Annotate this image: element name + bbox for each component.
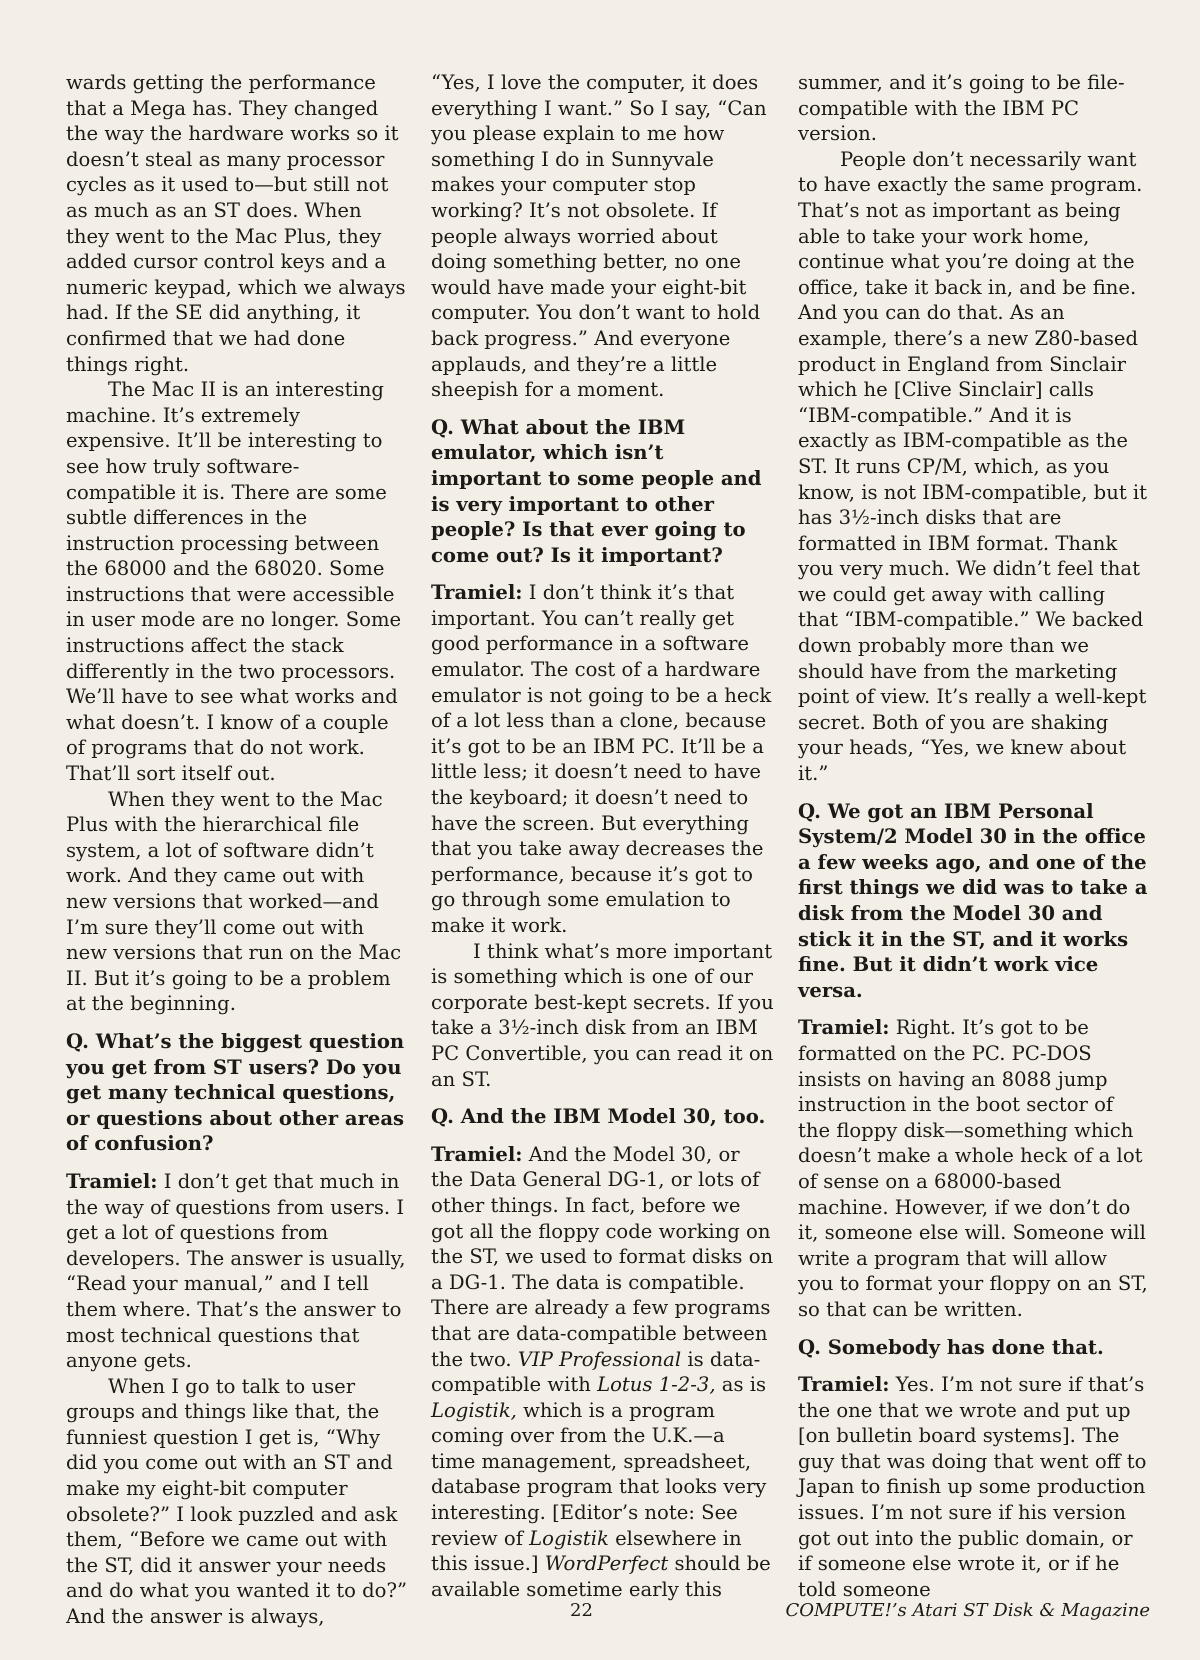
interview-answer [66, 1169, 408, 1374]
paragraph: The Mac II is an interesting machine. It’s extremely expensive. It’ll be interesting to see how truly software-compatible it is. There are some subtle differences in the instruction processing between the 68000 and the 68020. Some instructions that were accessible in user mode are no longer. Some instructions affect the stack differently in the two processors. We’ll have to see what works and what doesn’t. I know of a couple of programs that do not work. That’ll sort itself out. [66, 378, 402, 786]
interview-answer [798, 1015, 1148, 1322]
column-2 [431, 70, 775, 1630]
answer-text: Right. It’s got to be formatted on the PC. PC-DOS insists on having an 8088 jump instruction in the boot sector of the floppy disk—something which doesn’t make a whole heck of a lot of sense on a 68000-based machine. However, if we don’t do it, someone else will. Someone will write a program that will allow you to format your floppy on an ST, so that can be written. [798, 1016, 1148, 1321]
paragraph: When I go to talk to user groups and things like that, the funniest question I get is, “Why did you come out with an ST and make my eight-bit computer obsolete?” I look puzzled and ask them, “Before we came out with the ST, did it answer your needs and do what you wanted it to do?” And the answer is always, [66, 1374, 407, 1629]
speaker-label: Tramiel: [798, 1373, 890, 1397]
answer-text: elsewhere in this issue.] [431, 1526, 742, 1576]
answer-text: as is [715, 1373, 767, 1397]
answer-text: And the Model 30, or the Data General DG-1, or lots of other things. In fact, before we got all the floppy code working on the ST, we used to format disks on a DG-1. The data is compatible. There are already a few programs that are data-compatible between the two. [431, 1142, 774, 1371]
paragraph: “Yes, I love the computer, it does everything I want.” So I say, “Can you please explain to me how something I do in Sunnyvale makes your computer stop working? It’s not obsolete. If people always worried about doing something better, no one would have made your eight-bit computer. You don’t want to hold back progress.” And everyone applauds, and they’re a little sheepish for a moment. [431, 71, 767, 402]
column-1 [66, 70, 408, 1630]
paragraph: wards getting the performance that a Mega has. They changed the way the hardware works so it doesn’t steal as many processor cycles as it used to—but still not as much as an ST does. When they went to the Mac Plus, they added cursor control keys and a numeric keypad, which we always had. If the SE did anything, it confirmed that we had done things right. [66, 71, 406, 376]
page-number: 22 [570, 1600, 593, 1621]
interview-question: Q. What about the IBM emulator, which isn’t important to some people and is very important to other people? Is that ever going to come out? Is it important? [431, 415, 762, 567]
column-3 [798, 70, 1148, 1630]
answer-text: I don’t think it’s that important. You can’t really get good performance in a software emulator. The cost of a hardware emulator is not going to be a heck of a lot less than a clone, because it’s got to be an IBM PC. It’ll be a little less; it doesn’t need to have the keyboard; it doesn’t need to have the screen. But everything that you take away decreases the performance, because it’s got to go through some emulation to make it work. [431, 581, 772, 937]
interview-answer [798, 1372, 1148, 1602]
page-footer [0, 1600, 1200, 1630]
paragraph: summer, and it’s going to be file-compatible with the IBM PC version. [798, 71, 1125, 146]
magazine-title: COMPUTE!’s Atari ST Disk & Magazine [785, 1600, 1150, 1621]
italic-title: Logistik, [431, 1398, 517, 1422]
interview-question: Q. Somebody has done that. [798, 1335, 1104, 1359]
speaker-label: Tramiel: [431, 1142, 523, 1166]
italic-title: WordPerfect [544, 1552, 669, 1576]
answer-text: which is a program coming over from the U.K.—a time management, spreadsheet, database program that looks very interesting. [Editor’s note: See review of [431, 1398, 767, 1550]
answer-text: Yes. I’m not sure if that’s the one that we wrote and put up [on bulletin board systems]. The guy that was doing that went off to Japan to finish up some production issues. I’m not sure if his version got out into the public domain, or if someone else wrote it, or if he told someone [798, 1373, 1147, 1601]
italic-title: Lotus 1-2-3, [597, 1373, 716, 1397]
interview-answer [431, 1142, 775, 1603]
speaker-label: Tramiel: [66, 1169, 158, 1193]
answer-text: is data-compatible with [431, 1347, 761, 1397]
speaker-label: Tramiel: [798, 1016, 890, 1040]
interview-question: Q. What’s the biggest question you get from ST users? Do you get many technical questions, or questions about other areas of confusion? [66, 1029, 405, 1156]
italic-title: VIP Professional [517, 1347, 682, 1371]
interview-question: Q. We got an IBM Personal System/2 Model 30 in the office a few weeks ago, and one of the first things we did was to take a disk from the Model 30 and stick it in the ST, and it works fine. But it didn’t work vice versa. [798, 799, 1148, 1002]
paragraph: When they went to the Mac Plus with the hierarchical file system, a lot of software didn’t work. And they came out with new versions that worked—and I’m sure they’ll come out with new versions that run on the Mac II. But it’s going to be a problem at the beginning. [66, 787, 402, 1016]
answer-text: should be available sometime early this [431, 1552, 771, 1601]
interview-answer [431, 580, 775, 938]
answer-text: I don’t get that much in the way of questions from users. I get a lot of questions from developers. The answer is usually, “Read your manual,” and I tell them where. That’s the answer to most technical questions that anyone gets. [66, 1169, 406, 1373]
interview-question: Q. And the IBM Model 30, too. [431, 1105, 766, 1129]
paragraph: I think what’s more important is something which is one of our corporate best-kept secrets. If you take a 3½-inch disk from an IBM PC Convertible, you can read it on an ST. [431, 939, 774, 1091]
paragraph: People don’t necessarily want to have exactly the same program. That’s not as important as being able to take your work home, continue what you’re doing at the office, take it back in, and be fine. And you can do that. As an example, there’s a new Z80-based product in England from Sinclair which he [Clive Sinclair] calls “IBM-compatible.” And it is exactly as IBM-compatible as the ST. It runs CP/M, which, as you know, is not IBM-compatible, but it has 3½-inch disks that are formatted in IBM format. Thank you very much. We didn’t feel that we could get away with calling that “IBM-compatible.” We backed down probably more than we should have from the marketing point of view. It’s really a well-kept secret. Both of you are shaking your heads, “Yes, we knew about it.” [798, 147, 1148, 786]
speaker-label: Tramiel: [431, 581, 523, 605]
article-columns [66, 70, 1152, 1630]
italic-title: Logistik [529, 1526, 609, 1550]
